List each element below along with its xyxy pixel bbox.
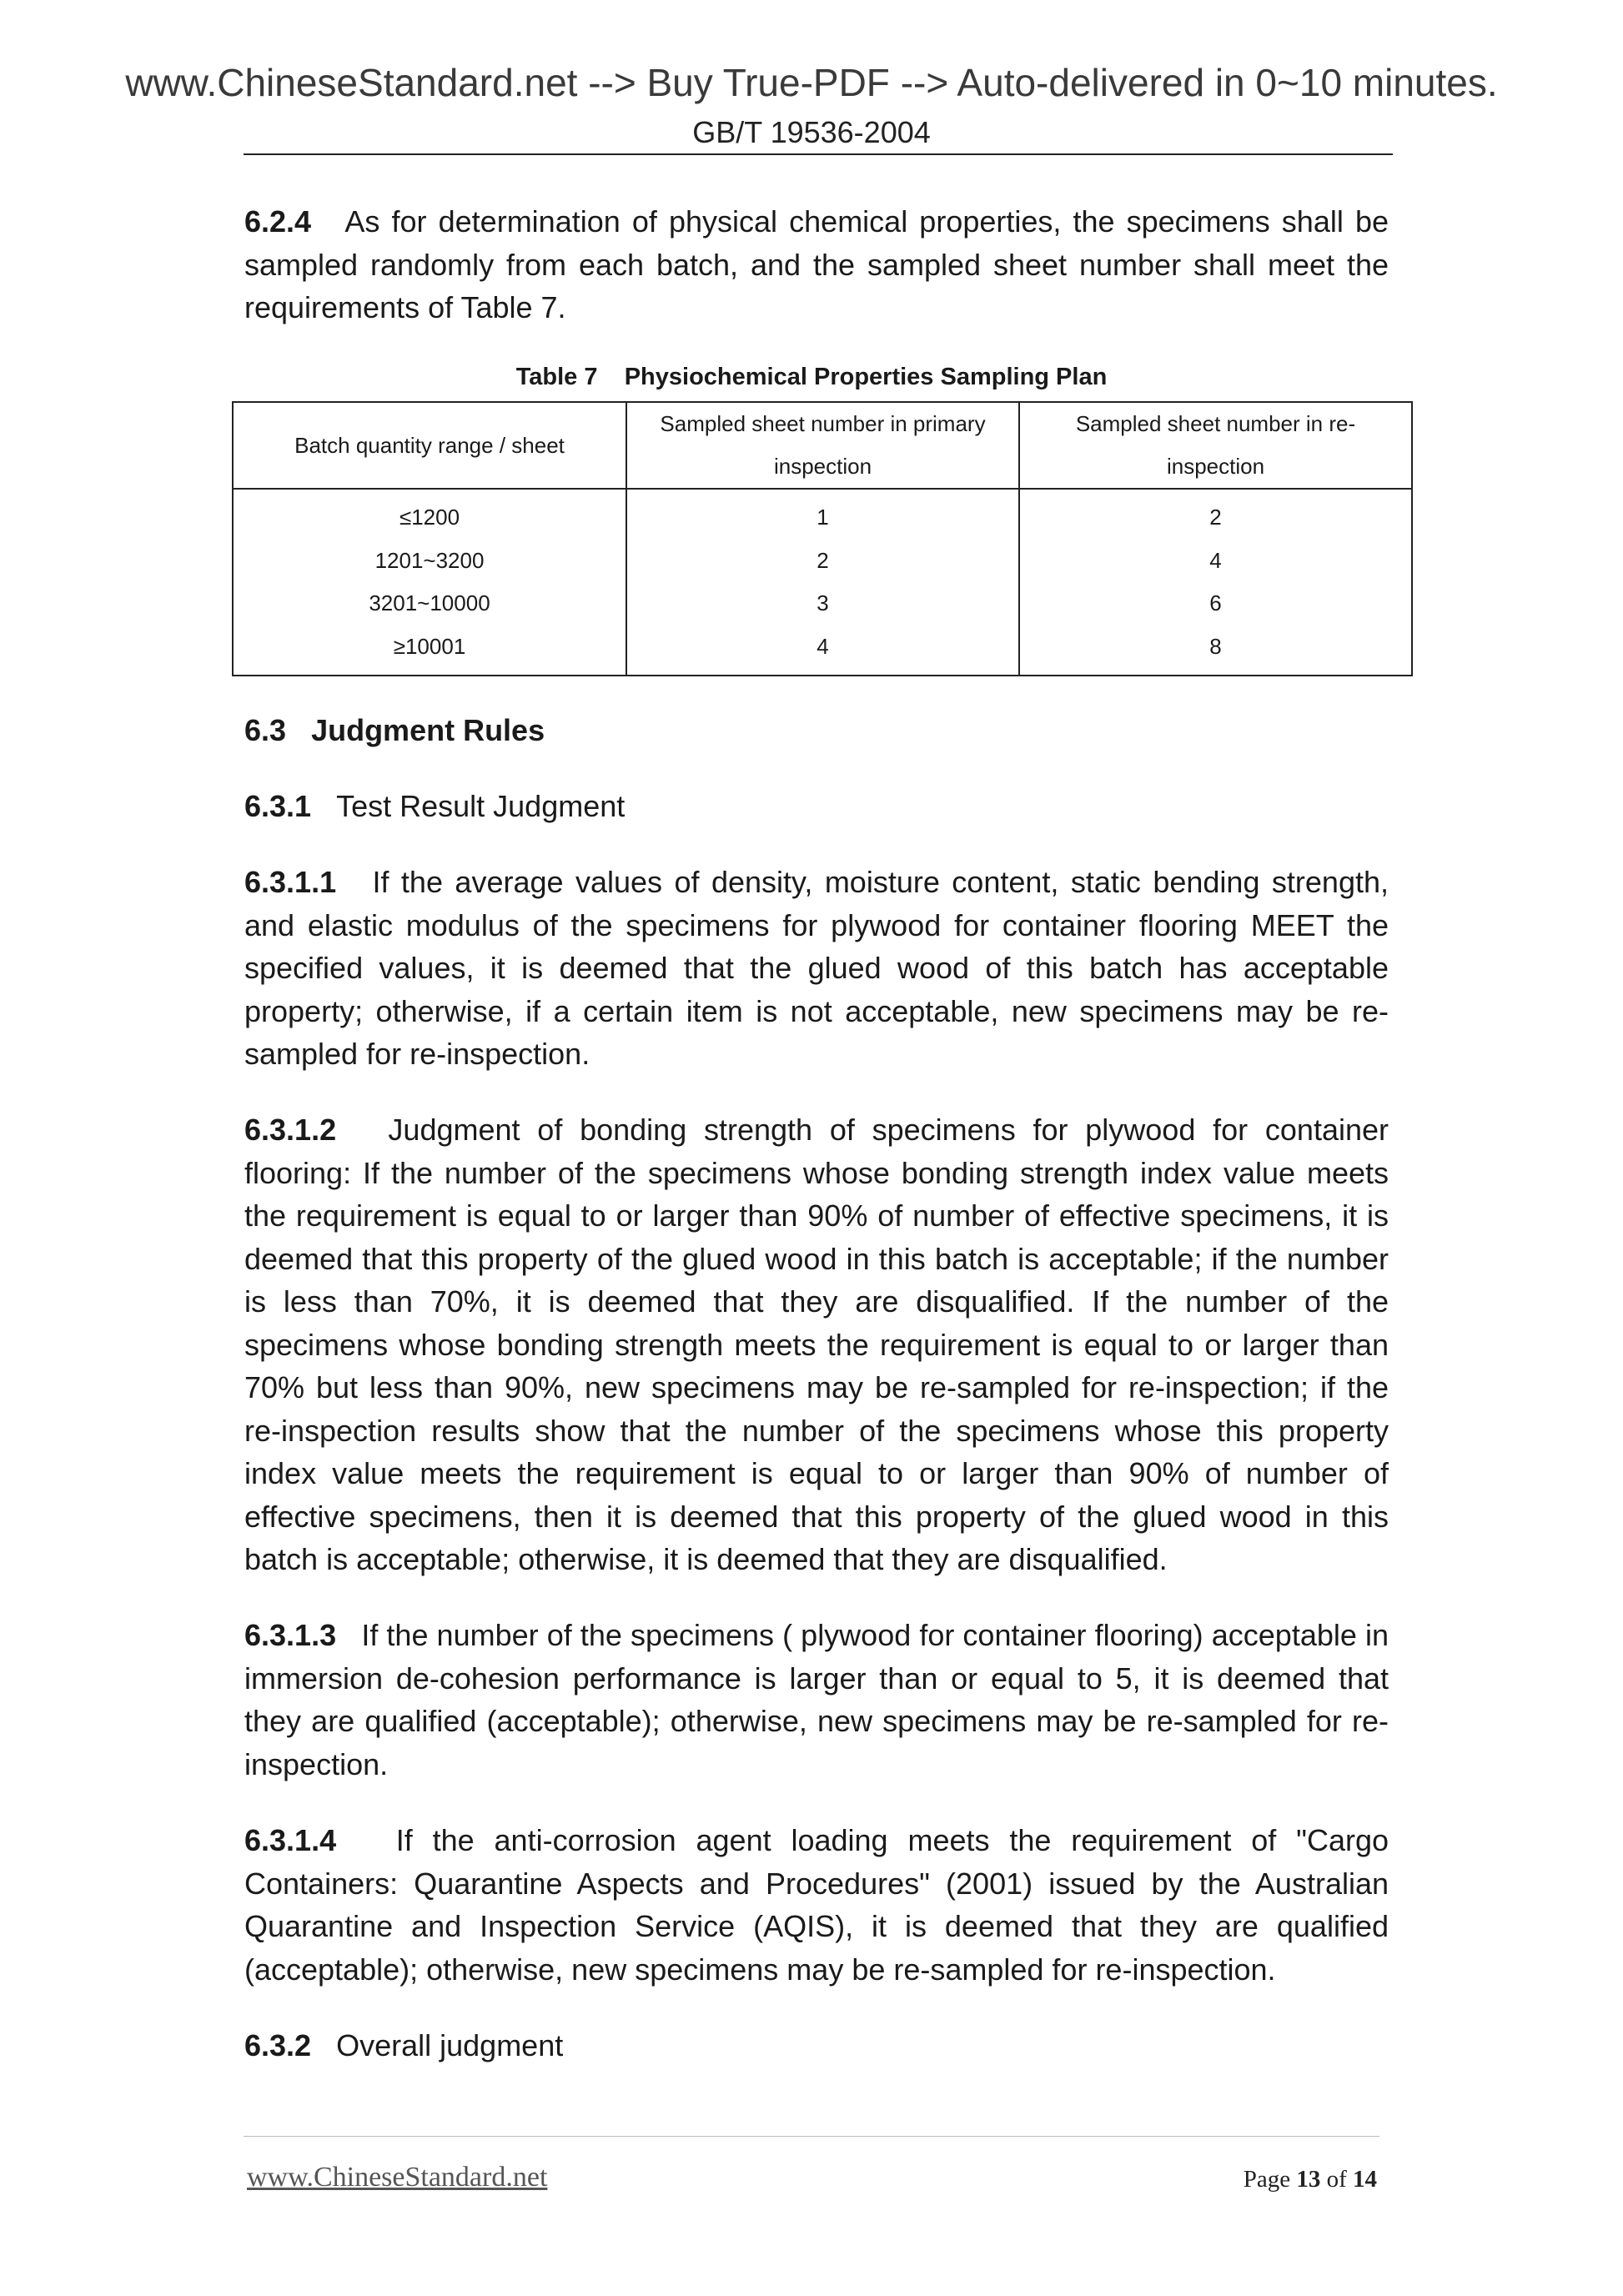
paragraph-6-3-1-3 <box>244 1614 1389 1786</box>
table-cell: ≥10001 <box>233 625 626 676</box>
section-heading-6-3 <box>244 709 545 752</box>
table-cell: 3 <box>626 582 1019 625</box>
section-title: Judgment Rules <box>311 713 545 747</box>
table-cell: 1 <box>626 489 1019 540</box>
table-cell: 2 <box>626 540 1019 583</box>
clause-text: As for determination of physical chemical properties, the specimens shall be sampled randomly from each batch, and the sampled sheet number shall meet the requirements of Table 7. <box>244 204 1389 324</box>
clause-number: 6.2.4 <box>244 204 312 239</box>
header-rule <box>244 153 1393 155</box>
table-cell: ≤1200 <box>233 489 626 540</box>
table-row <box>233 540 1412 583</box>
clause-number: 6.3.1.2 <box>244 1113 337 1147</box>
header-cell-re-inspection: Sampled sheet number in re-inspection <box>1019 402 1412 489</box>
paragraph-6-2-4 <box>244 200 1389 329</box>
page-label: Page <box>1243 2166 1291 2193</box>
clause-text: If the average values of density, moisture content, static bending strength, and elastic modulus of the specimens for plywood for container flooring MEET the specified values, it is deemed that the glued wood of this batch has acceptable property; otherwise, if a certain item is not acceptable, new specimens may be re-sampled for re-inspection. <box>244 865 1389 1071</box>
table-cell: 1201~3200 <box>233 540 626 583</box>
table-row <box>233 625 1412 676</box>
section-number: 6.3.2 <box>244 2028 312 2062</box>
clause-text: Judgment of bonding strength of specimens for plywood for container flooring: If the number of the specimens whose bonding strength index value meets the requirement is equal to or larger than 90% of number of effective specimens, it is deemed that this property of the glued wood in this batch is acceptable; if the number is less than 70%, it is deemed that they are disqualified. If the number of the specimens whose bonding strength meets the requirement is equal to or larger than 70% but less than 90%, new specimens may be re-sampled for re-inspection; if the re-inspection results show that the number of the specimens whose this property index value meets the requirement is equal to or larger than 90% of number of effective specimens, then it is deemed that this property of the glued wood in this batch is acceptable; otherwise, it is deemed that they are disqualified. <box>244 1113 1389 1576</box>
section-heading-6-3-2 <box>244 2024 563 2067</box>
paragraph-6-3-1-2 <box>244 1108 1389 1581</box>
table-cell: 4 <box>626 625 1019 676</box>
table-cell: 2 <box>1019 489 1412 540</box>
paragraph-6-3-1-4 <box>244 1819 1389 1991</box>
of-label: of <box>1326 2166 1347 2193</box>
standard-code: GB/T 19536-2004 <box>692 115 931 149</box>
footer-rule <box>244 2136 1379 2137</box>
section-title: Overall judgment <box>336 2028 564 2062</box>
paragraph-6-3-1-1 <box>244 861 1389 1076</box>
clause-number: 6.3.1.4 <box>244 1823 337 1857</box>
table-cell: 4 <box>1019 540 1412 583</box>
clause-text: If the number of the specimens ( plywood for container flooring) acceptable in immersion de-cohesion performance is larger than or equal to 5, it is deemed that they are qualified (acceptable); otherwise, new specimens may be re-sampled for re-inspection. <box>244 1618 1389 1781</box>
section-number: 6.3.1 <box>244 789 312 823</box>
header-cell-primary-inspection: Sampled sheet number in primary inspection <box>626 402 1019 489</box>
page-current: 13 <box>1296 2166 1321 2193</box>
table-cell: 8 <box>1019 625 1412 676</box>
page-number <box>1244 2166 1377 2193</box>
clause-number: 6.3.1.1 <box>244 865 337 899</box>
table-caption: Table 7 Physiochemical Properties Sampling Plan <box>515 364 1108 390</box>
table-header-row <box>233 402 1412 489</box>
section-title: Test Result Judgment <box>336 789 626 823</box>
footer-site-link[interactable]: www.ChineseStandard.net <box>247 2162 548 2193</box>
top-banner[interactable]: www.ChineseStandard.net --> Buy True-PDF --> Auto-delivered in 0~10 minutes. <box>125 61 1498 104</box>
section-heading-6-3-1 <box>244 785 625 828</box>
header-cell-batch-range: Batch quantity range / sheet <box>233 402 626 489</box>
table-cell: 6 <box>1019 582 1412 625</box>
table-row <box>233 582 1412 625</box>
section-number: 6.3 <box>244 713 287 747</box>
page-total: 14 <box>1353 2166 1377 2193</box>
sampling-plan-table <box>232 401 1413 676</box>
table-row <box>233 489 1412 540</box>
clause-number: 6.3.1.3 <box>244 1618 337 1652</box>
table-cell: 3201~10000 <box>233 582 626 625</box>
clause-text: If the anti-corrosion agent loading meets the requirement of "Cargo Containers: Quarantine Aspects and Procedures" (2001) issued by the Australian Quarantine and Inspection Service (AQIS), it is deemed that they are qualified (acceptable); otherwise, new specimens may be re-sampled for re-inspection. <box>244 1823 1389 1987</box>
